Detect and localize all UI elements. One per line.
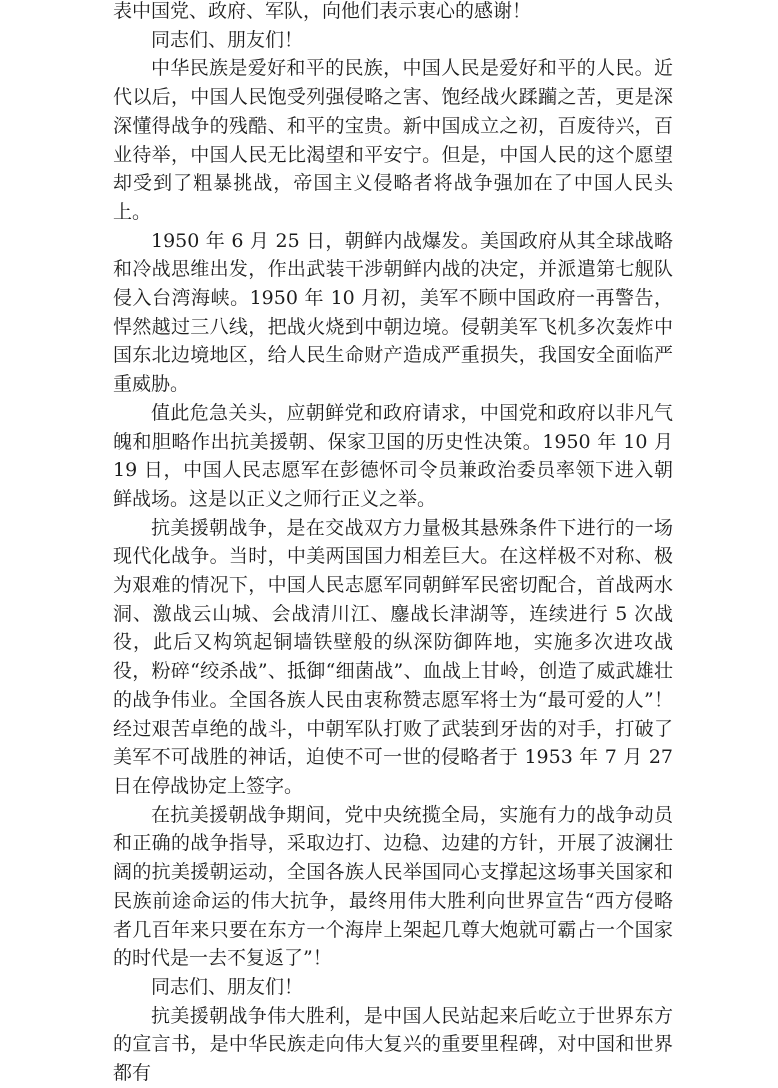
paragraph-9: 抗美援朝战争伟大胜利，是中国人民站起来后屹立于世界东方的宣言书，是中华民族走向伟大复兴的重要里程碑，对中国和世界都有 <box>113 1004 673 1085</box>
paragraph-5: 值此危急关头，应朝鲜党和政府请求，中国党和政府以非凡气魄和胆略作出抗美援朝、保家卫国的历史性决策。1950 年 10 月 19 日，中国人民志愿军在彭德怀司令员兼政治委员率领下进入朝鲜战场。这是以正义之师行正义之举。 <box>113 401 673 510</box>
paragraph-3: 中华民族是爱好和平的民族，中国人民是爱好和平的人民。近代以后，中国人民饱受列强侵略之害、饱经战火蹂躏之苦，更是深深懂得战争的残酷、和平的宝贵。新中国成立之初，百废待兴，百业待举，中国人民无比渴望和平安宁。但是，中国人民的这个愿望却受到了粗暴挑战，帝国主义侵略者将战争强加在了中国人民头上。 <box>113 57 673 223</box>
paragraph-4: 1950 年 6 月 25 日，朝鲜内战爆发。美国政府从其全球战略和冷战思维出发，作出武装干涉朝鲜内战的决定，并派遣第七舰队侵入台湾海峡。1950 年 10 月初，美军不顾中国政府一再警告，悍然越过三八线，把战火烧到中朝边境。侵朝美军飞机多次轰炸中国东北边境地区，给人民生命财产造成严重损失，我国安全面临严重威胁。 <box>113 229 673 396</box>
paragraph-8: 同志们、朋友们！ <box>151 975 304 998</box>
paragraph-1: 表中国党、政府、军队，向他们表示衷心的感谢！ <box>113 0 532 22</box>
paragraph-2: 同志们、朋友们！ <box>151 28 304 51</box>
paragraph-6: 抗美援朝战争，是在交战双方力量极其悬殊条件下进行的一场现代化战争。当时，中美两国国力相差巨大。在这样极不对称、极为艰难的情况下，中国人民志愿军同朝鲜军民密切配合，首战两水洞、激战云山城、会战清川江、鏖战长津湖等，连续进行 5 次战役，此后又构筑起铜墙铁壁般的纵深防御阵地，实施多次进攻战役，粉碎“绞杀战”、抵御“细菌战”、血战上甘岭，创造了威武雄壮的战争伟业。全国各族人民由衷称赞志愿军将士为“最可爱的人”！经过艰苦卓绝的战斗，中朝军队打败了武装到牙齿的对手，打破了美军不可战胜的神话，迫使不可一世的侵略者于 1953 年 7 月 27 日在停战协定上签字。 <box>113 516 673 797</box>
paragraph-7: 在抗美援朝战争期间，党中央统揽全局，实施有力的战争动员和正确的战争指导，采取边打、边稳、边建的方针，开展了波澜壮阔的抗美援朝运动，全国各族人民举国同心支撑起这场事关国家和民族前途命运的伟大抗争，最终用伟大胜利向世界宣告“西方侵略者几百年来只要在东方一个海岸上架起几尊大炮就可霸占一个国家的时代是一去不复返了”！ <box>113 803 673 970</box>
document-body <box>113 0 673 1088</box>
